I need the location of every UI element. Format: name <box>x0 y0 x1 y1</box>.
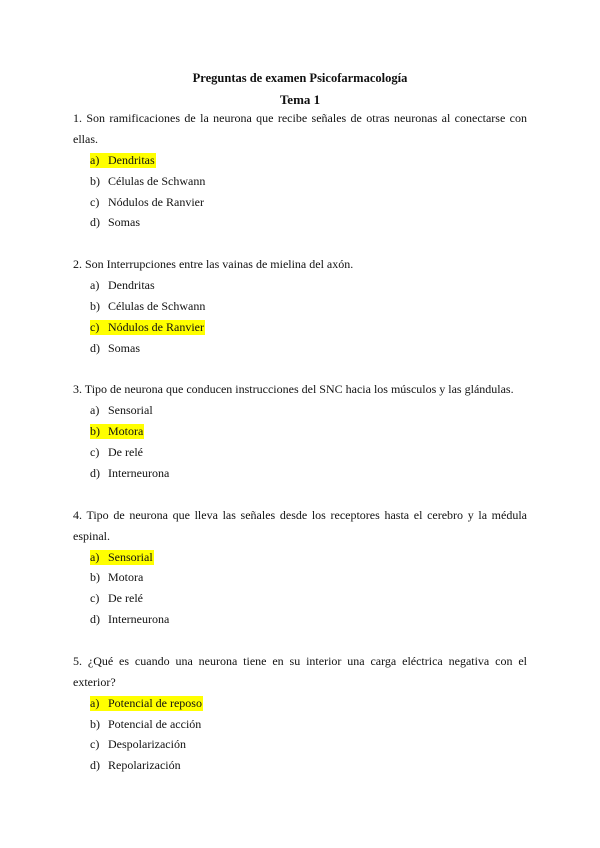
highlighted-answer <box>90 424 144 439</box>
answer-option <box>73 547 527 568</box>
answer-option <box>73 275 527 296</box>
option-text: Dendritas <box>108 278 155 293</box>
option-text: Potencial de acción <box>108 716 202 731</box>
answer-option <box>73 212 527 233</box>
option-text: Interneurona <box>108 611 170 626</box>
question-spacer <box>73 484 527 505</box>
answer-content <box>90 591 144 606</box>
option-letter: b) <box>90 570 100 585</box>
question-block <box>73 651 527 776</box>
document-page <box>73 70 527 776</box>
answer-option <box>73 442 527 463</box>
answer-option <box>73 421 527 442</box>
highlighted-answer <box>90 696 203 711</box>
option-letter: a) <box>90 403 100 418</box>
answer-option <box>73 714 527 735</box>
option-text: Despolarización <box>108 737 186 752</box>
highlighted-answer <box>90 153 156 168</box>
option-letter: d) <box>90 215 100 230</box>
option-text: Sensorial <box>108 403 153 418</box>
option-letter: b) <box>90 173 100 188</box>
option-text: Nódulos de Ranvier <box>108 194 204 209</box>
answer-option <box>73 755 527 776</box>
option-letter: a) <box>90 695 100 710</box>
question-text: 5. ¿Qué es cuando una neurona tiene en su interior una carga eléctrica negativa con el exterior? <box>73 653 527 689</box>
answer-content <box>90 717 202 732</box>
answer-content <box>90 570 144 585</box>
answer-option <box>73 567 527 588</box>
option-letter: d) <box>90 758 100 773</box>
option-letter: c) <box>90 194 100 209</box>
answer-options <box>73 150 527 233</box>
option-text: Repolarización <box>108 758 181 773</box>
answer-content <box>90 403 154 418</box>
answer-content <box>90 466 170 481</box>
option-letter: c) <box>90 591 100 606</box>
answer-content <box>90 299 206 314</box>
option-letter: a) <box>90 549 100 564</box>
question-block <box>73 108 527 233</box>
question-text: 2. Son Interrupciones entre las vainas de mielina del axón. <box>73 257 354 272</box>
answer-content <box>90 278 156 293</box>
answer-content <box>90 445 144 460</box>
answer-content <box>90 612 170 627</box>
answer-option <box>73 734 527 755</box>
option-text: Potencial de reposo <box>108 695 202 710</box>
question-text: 4. Tipo de neurona que lleva las señales desde los receptores hasta el cerebro y la médula espinal. <box>73 507 527 543</box>
option-text: Sensorial <box>108 549 153 564</box>
option-letter: a) <box>90 153 100 167</box>
option-text: Motora <box>108 424 144 439</box>
answer-content <box>90 758 182 773</box>
answer-options <box>73 693 527 776</box>
option-text: Somas <box>108 215 141 230</box>
option-letter: b) <box>90 298 100 313</box>
option-letter: b) <box>90 716 100 731</box>
answer-option <box>73 171 527 192</box>
option-letter: a) <box>90 278 100 293</box>
question-block <box>73 379 527 483</box>
option-text: Motora <box>108 570 144 585</box>
answer-content <box>90 215 141 230</box>
option-text: De relé <box>108 591 143 606</box>
question-block <box>73 505 527 630</box>
answer-option <box>73 296 527 317</box>
answer-option <box>73 192 527 213</box>
option-letter: d) <box>90 611 100 626</box>
option-text: Somas <box>108 340 141 355</box>
answer-content <box>90 195 205 210</box>
highlighted-answer <box>90 550 154 565</box>
option-text: Células de Schwann <box>108 173 206 188</box>
question-text: 1. Son ramificaciones de la neurona que recibe señales de otras neuronas al conectarse con ellas. <box>73 111 527 146</box>
question-list <box>73 108 527 776</box>
answer-option <box>73 588 527 609</box>
highlighted-answer <box>90 320 205 335</box>
answer-options <box>73 275 527 358</box>
option-text: De relé <box>108 444 143 459</box>
answer-option <box>73 463 527 484</box>
option-text: Interneurona <box>108 465 170 480</box>
option-letter: b) <box>90 424 100 439</box>
option-letter: c) <box>90 319 100 334</box>
question-spacer <box>73 358 527 379</box>
option-text: Células de Schwann <box>108 298 206 313</box>
answer-option <box>73 338 527 359</box>
option-letter: d) <box>90 340 100 355</box>
answer-option <box>73 150 527 171</box>
answer-content <box>90 737 187 752</box>
question-text: 3. Tipo de neurona que conducen instrucciones del SNC hacia los músculos y las glándulas. <box>73 382 514 397</box>
answer-options <box>73 400 527 483</box>
question-spacer <box>73 233 527 254</box>
question-spacer <box>73 630 527 651</box>
option-letter: c) <box>90 737 100 752</box>
answer-option <box>73 400 527 421</box>
answer-content <box>90 341 141 356</box>
option-text: Dendritas <box>108 153 155 167</box>
answer-content <box>90 174 206 189</box>
document-title: Preguntas de examen Psicofarmacología <box>192 71 408 85</box>
option-letter: c) <box>90 444 100 459</box>
answer-option <box>73 693 527 714</box>
option-text: Nódulos de Ranvier <box>108 319 204 334</box>
answer-option <box>73 609 527 630</box>
option-letter: d) <box>90 465 100 480</box>
question-block <box>73 254 527 358</box>
answer-options <box>73 547 527 630</box>
answer-option <box>73 317 527 338</box>
document-subtitle: Tema 1 <box>279 92 321 107</box>
